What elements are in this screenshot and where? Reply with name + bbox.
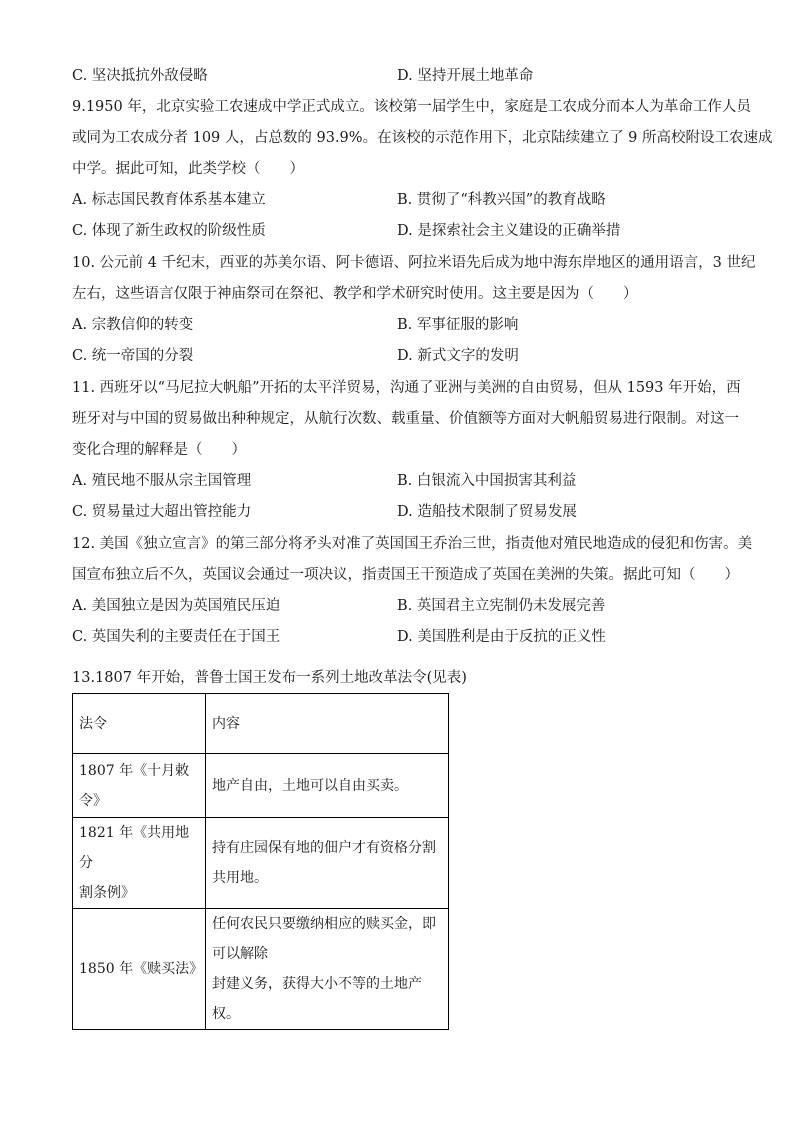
table-cell-law (73, 909, 206, 1030)
table-row (73, 909, 449, 1030)
q12-stem-line-2: 国宣布独立后不久，英国议会通过一项决议，指责国王干预造成了英国在美洲的失策。据此可知（ ） (72, 567, 739, 583)
q9-stem-line-2: 或同为工农成分者 109 人，占总数的 93.9%。在该校的示范作用下，北京陆续建立了 9 所高校附设工农速成 (72, 130, 773, 146)
table-cell-content (206, 818, 449, 909)
q10-option-d: D. 新式文字的发明 (397, 348, 519, 364)
table-row (73, 818, 449, 909)
law-line: 1850 年《赎买法》 (79, 961, 204, 977)
content-line: 可以解除 (212, 946, 268, 962)
law-line: 1807 年《十月敕令》 (79, 762, 190, 809)
q11-option-d: D. 造船技术限制了贸易发展 (397, 504, 577, 520)
law-line: 1821 年《共用地分 (79, 825, 190, 871)
law-line: 割条例》 (79, 885, 135, 901)
table-cell-law (73, 754, 206, 818)
q12-option-a: A. 美国独立是因为英国殖民压迫 (72, 598, 281, 614)
q12-option-c: C. 英国失利的主要责任在于国王 (72, 629, 281, 645)
q9-option-a: A. 标志国民教育体系基本建立 (72, 192, 266, 208)
table-header-row (73, 694, 449, 754)
q13-stem: 13.1807 年开始，普鲁士国王发布一系列土地改革法令(见表) (72, 670, 467, 686)
q12-option-d: D. 美国胜利是由于反抗的正义性 (397, 629, 606, 645)
land-reform-table (72, 693, 449, 1030)
content-line: 任何农民只要缴纳相应的赎买金，即 (212, 916, 436, 932)
q11-stem-line-3: 变化合理的解释是（ ） (72, 442, 246, 458)
q11-stem-line-2: 班牙对与中国的贸易做出种种规定，从航行次数、载重量、价值额等方面对大帆船贸易进行限制。对这一 (72, 411, 739, 427)
q10-option-a: A. 宗教信仰的转变 (72, 317, 194, 333)
q10-stem-line-1: 10. 公元前 4 千纪末，西亚的苏美尔语、阿卡德语、阿拉米语先后成为地中海东岸地区的通用语言，3 世纪 (72, 255, 756, 271)
q11-option-c: C. 贸易量过大超出管控能力 (72, 504, 252, 520)
q8-option-d: D. 坚持开展土地革命 (397, 68, 534, 84)
content-line: 地产自由，土地可以自由买卖。 (212, 777, 408, 794)
q9-stem-line-1: 9.1950 年，北京实验工农速成中学正式成立。该校第一届学生中，家庭是工农成分而本人为革命工作人员 (72, 99, 751, 115)
q12-option-b: B. 英国君主立宪制仍未发展完善 (397, 598, 606, 614)
q11-option-b: B. 白银流入中国损害其利益 (397, 473, 577, 489)
q9-option-d: D. 是探索社会主义建设的正确举措 (397, 223, 621, 239)
q10-option-c: C. 统一帝国的分裂 (72, 348, 194, 364)
q9-option-b: B. 贯彻了“科教兴国”的教育战略 (397, 192, 606, 208)
q8-option-c: C. 坚决抵抗外敌侵略 (72, 68, 208, 84)
q9-option-c: C. 体现了新生政权的阶级性质 (72, 223, 266, 239)
table-header-content: 内容 (206, 694, 449, 754)
table-cell-content (206, 754, 449, 818)
q11-option-a: A. 殖民地不服从宗主国管理 (72, 473, 252, 489)
q9-stem-line-3: 中学。据此可知，此类学校（ ） (72, 161, 304, 177)
table-cell-law (73, 818, 206, 909)
content-line: 共用地。 (212, 870, 268, 886)
table-header-law: 法令 (73, 694, 206, 754)
content-line: 持有庄园保有地的佃户才有资格分割 (212, 840, 436, 856)
q10-option-b: B. 军事征服的影响 (397, 317, 519, 333)
q11-stem-line-1: 11. 西班牙以“马尼拉大帆船”开拓的太平洋贸易，沟通了亚洲与美洲的自由贸易，但从 1593 年开始，西 (72, 380, 741, 396)
table-cell-content (206, 909, 449, 1030)
q10-stem-line-2: 左右，这些语言仅限于神庙祭司在祭祀、教学和学术研究时使用。这主要是因为（ ） (72, 286, 638, 302)
content-line: 封建义务，获得大小不等的土地产权。 (212, 976, 422, 1022)
q12-stem-line-1: 12. 美国《独立宣言》的第三部分将矛头对准了英国国王乔治三世，指责他对殖民地造成的侵犯和伤害。美 (72, 536, 753, 552)
table-row (73, 754, 449, 818)
